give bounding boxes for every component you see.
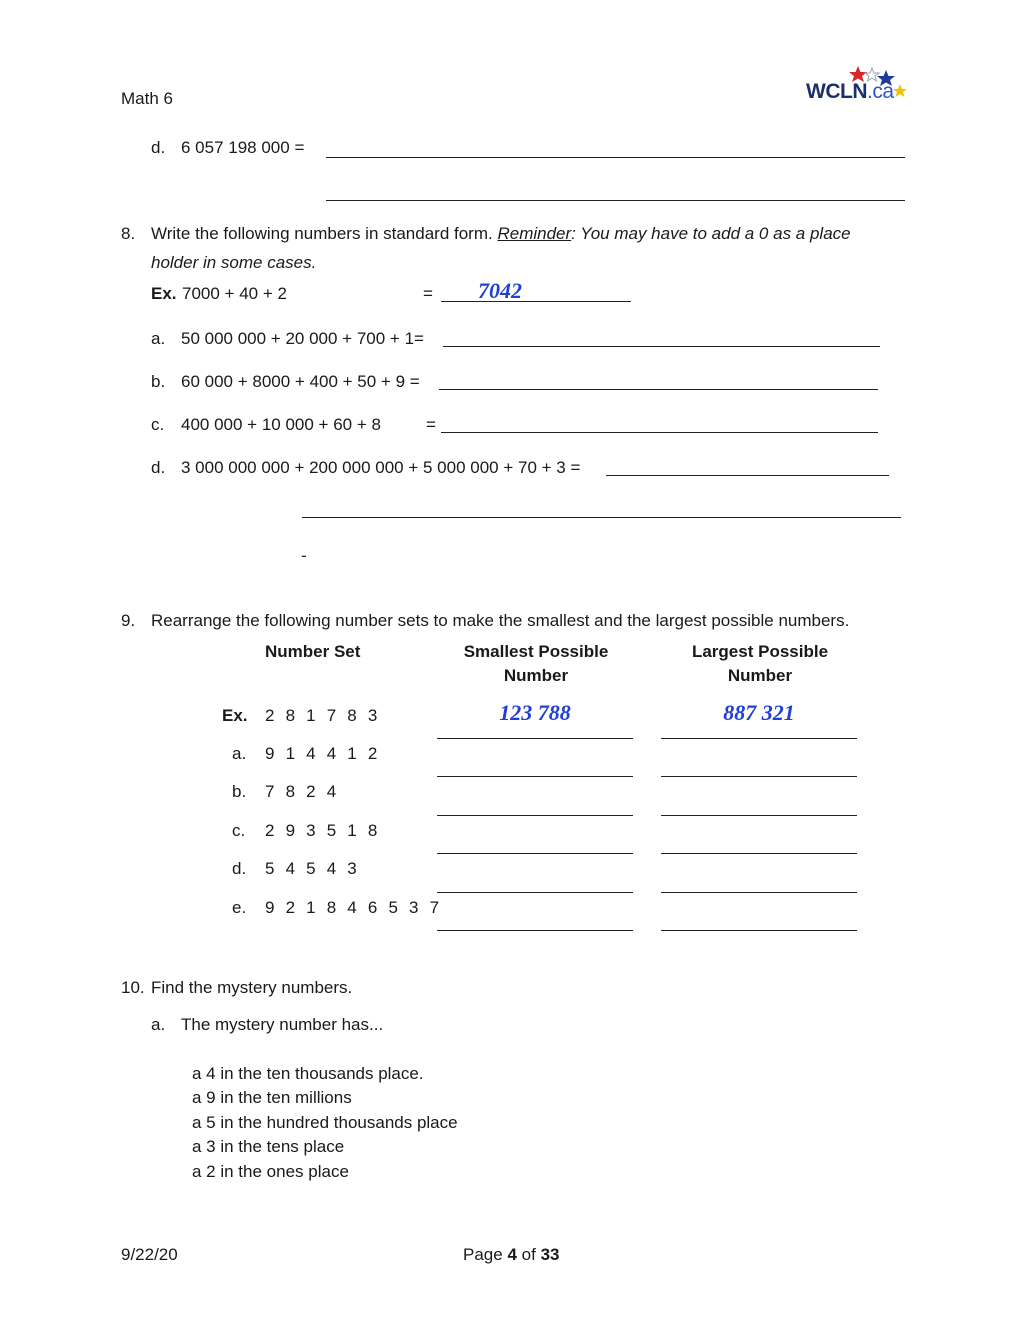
q9-example-set: 2 8 1 7 8 3 — [265, 706, 381, 725]
q8-instruction-cont: holder in some cases. — [151, 253, 317, 272]
q8b-answer-line[interactable] — [439, 389, 878, 390]
q9d-label: d. — [232, 859, 247, 878]
q8d-expr: 3 000 000 000 + 200 000 000 + 5 000 000 + 70 + 3 = — [181, 458, 581, 477]
q7d-answer-line-1[interactable] — [326, 157, 905, 158]
q8d-answer-line-2[interactable] — [302, 517, 901, 518]
q8c-answer-line[interactable] — [441, 432, 878, 433]
q10a-clue-4: a 3 in the tens place — [192, 1137, 345, 1156]
q8-example-answer: 7042 — [478, 278, 522, 303]
q9d-set: 5 4 5 4 3 — [265, 859, 360, 878]
q8b-label: b. — [151, 372, 166, 391]
q8b-expr: 60 000 + 8000 + 400 + 50 + 9 = — [181, 372, 420, 391]
q10a-clue-5: a 2 in the ones place — [192, 1162, 349, 1181]
q10-instruction: Find the mystery numbers. — [151, 978, 353, 997]
q10a-clue-1: a 4 in the ten thousands place. — [192, 1064, 424, 1083]
q8-instruction: Write the following numbers in standard form. Reminder: You may have to add a 0 as a place — [151, 224, 851, 243]
q9e-set: 9 2 1 8 4 6 5 3 7 — [265, 898, 443, 917]
q9b-label: b. — [232, 782, 247, 801]
q9-example-largest-line — [661, 738, 857, 739]
q8a-label: a. — [151, 329, 166, 348]
q9-number: 9. — [121, 611, 136, 630]
q9-header-smallest: Smallest Possible Number — [463, 642, 609, 685]
q10a-label: a. — [151, 1015, 166, 1034]
q9c-smallest-line[interactable] — [437, 853, 633, 854]
q9e-largest-line[interactable] — [661, 930, 857, 931]
q9b-set: 7 8 2 4 — [265, 782, 340, 801]
q10-number: 10. — [121, 978, 145, 997]
q9-header-largest: Largest Possible Number — [691, 642, 829, 685]
q9-example-smallest: 123 788 — [499, 700, 571, 725]
q9-example-largest: 887 321 — [723, 700, 795, 725]
page-header-title: Math 6 — [121, 89, 173, 108]
q8-reminder: Reminder — [497, 224, 572, 243]
q8d-label: d. — [151, 458, 166, 477]
q9a-set: 9 1 4 4 1 2 — [265, 744, 381, 763]
wcln-logo — [806, 62, 910, 106]
q8a-answer-line[interactable] — [443, 346, 880, 347]
q10a-clue-2: a 9 in the ten millions — [192, 1088, 352, 1107]
q9c-largest-line[interactable] — [661, 853, 857, 854]
q9c-label: c. — [232, 821, 246, 840]
q9-example-label: Ex. — [222, 706, 248, 725]
q10a-text: The mystery number has... — [181, 1015, 384, 1034]
q8d-answer-line-1[interactable] — [606, 475, 889, 476]
q7d-label: d. — [151, 138, 166, 157]
q9a-label: a. — [232, 744, 247, 763]
q8c-label: c. — [151, 415, 165, 434]
q9e-smallest-line[interactable] — [437, 930, 633, 931]
q8c-expr: 400 000 + 10 000 + 60 + 8 — [181, 415, 381, 434]
q7d-number: 6 057 198 000 = — [181, 138, 305, 157]
q8a-expr: 50 000 000 + 20 000 + 700 + 1= — [181, 329, 424, 348]
q7d-answer-line-2[interactable] — [326, 200, 905, 201]
footer-page-indicator: Page 4 of 33 — [463, 1245, 560, 1264]
q8-example-label: Ex. — [151, 284, 177, 303]
q8-example-expr: 7000 + 40 + 2 — [182, 284, 287, 303]
q9-instruction: Rearrange the following number sets to make the smallest and the largest possible numbers. — [151, 611, 850, 630]
footer-date: 9/22/20 — [121, 1245, 178, 1264]
q10a-clue-3: a 5 in the hundred thousands place — [192, 1113, 458, 1132]
q9a-smallest-line[interactable] — [437, 776, 633, 777]
q8d-dash: - — [301, 546, 307, 565]
q9a-largest-line[interactable] — [661, 776, 857, 777]
q9b-largest-line[interactable] — [661, 815, 857, 816]
q9d-largest-line[interactable] — [661, 892, 857, 893]
logo-text: WCLN.ca — [806, 80, 894, 103]
q9b-smallest-line[interactable] — [437, 815, 633, 816]
q9-header-number-set: Number Set — [265, 642, 361, 661]
q9d-smallest-line[interactable] — [437, 892, 633, 893]
q8-example-line — [441, 301, 631, 302]
q9e-label: e. — [232, 898, 247, 917]
q9-example-smallest-line — [437, 738, 633, 739]
q8-example-eq: = — [423, 284, 433, 303]
q8-number: 8. — [121, 224, 136, 243]
q8c-eq: = — [426, 415, 436, 434]
q9c-set: 2 9 3 5 1 8 — [265, 821, 381, 840]
